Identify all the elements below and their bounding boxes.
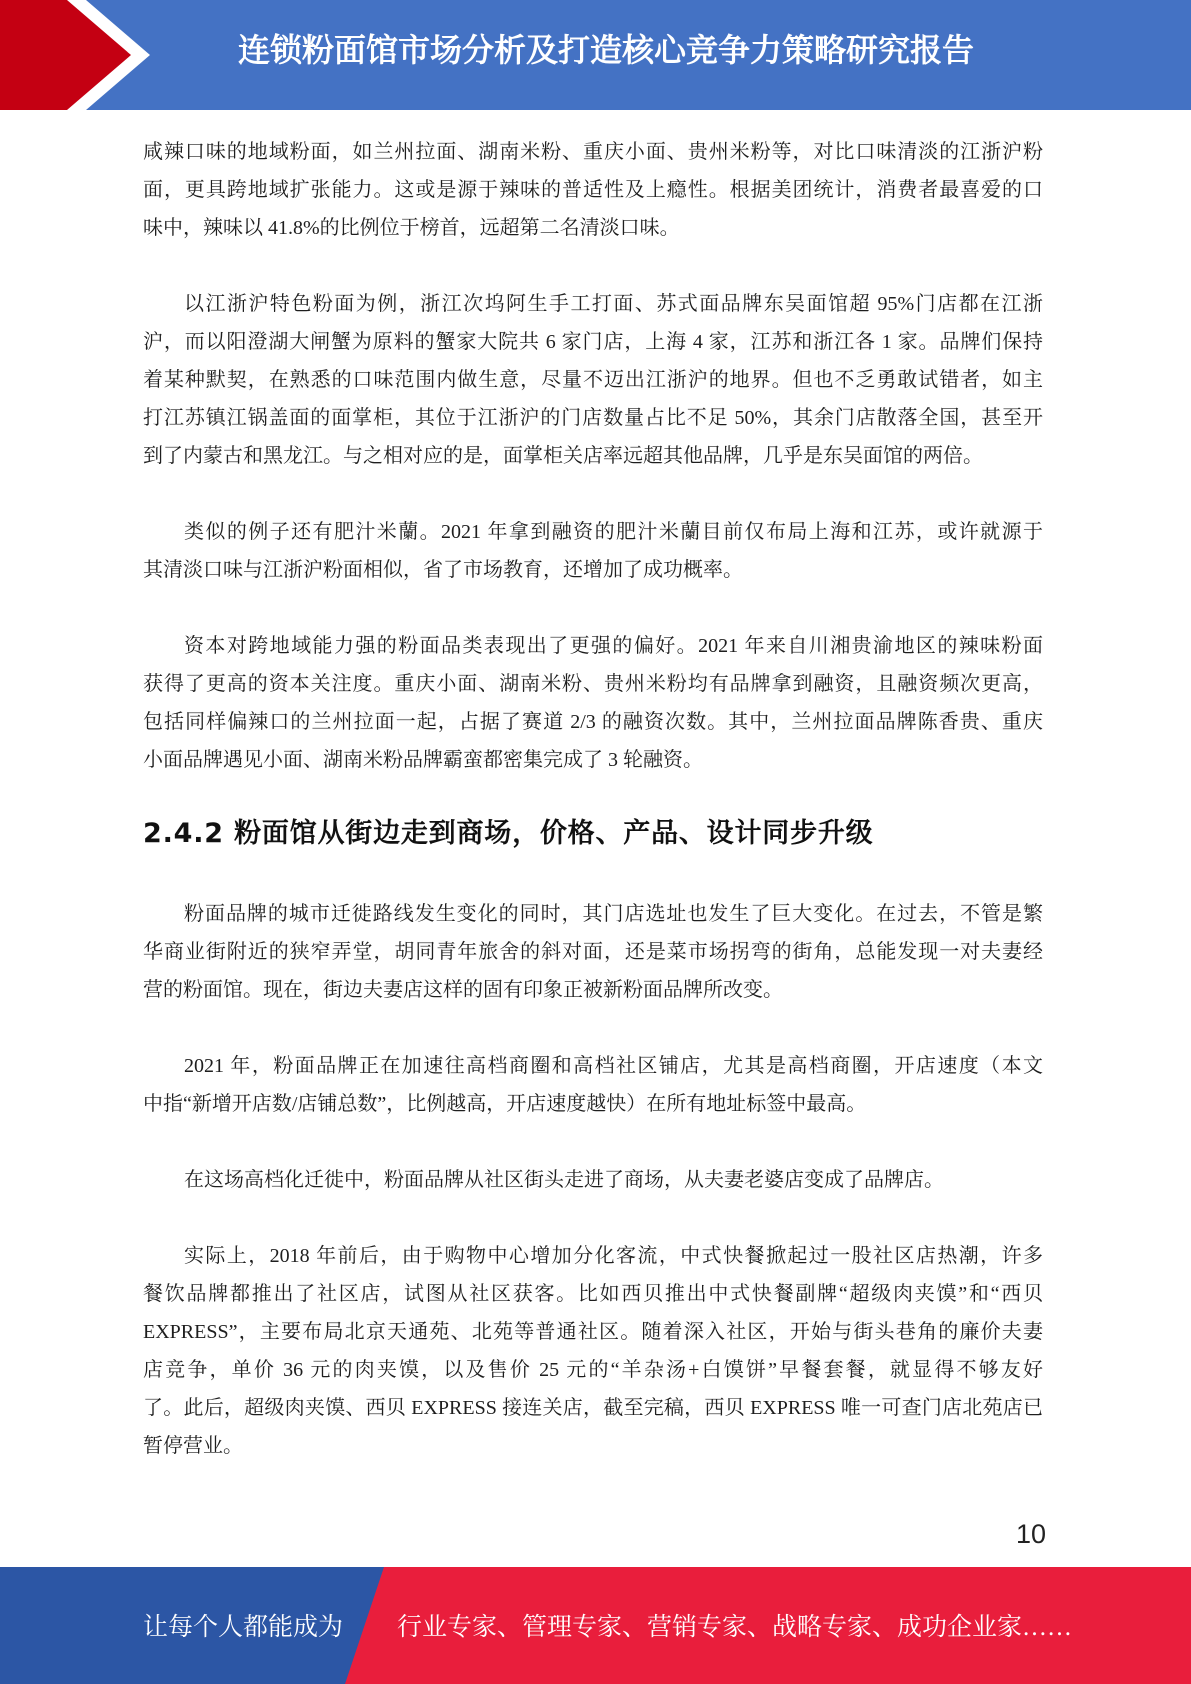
text-line: 其清淡口味与江浙沪粉面相似，省了市场教育，还增加了成功概率。 <box>143 559 743 581</box>
text-line: 咸辣口味的地域粉面，如兰州拉面、湖南米粉、重庆小面、贵州米粉等，对比口味清淡的江浙沪粉 <box>143 141 1043 163</box>
paragraph <box>143 895 1043 1009</box>
paragraph <box>143 133 1043 247</box>
page-header <box>0 0 1191 110</box>
paragraph <box>143 627 1043 779</box>
text-line: 华商业街附近的狭窄弄堂，胡同青年旅舍的斜对面，还是菜市场拐弯的街角，总能发现一对夫妻经 <box>143 941 1043 963</box>
text-line: 店竞争，单价 36 元的肉夹馍，以及售价 25 元的“羊杂汤+白馍饼”早餐套餐，就显得不够友好 <box>143 1359 1043 1381</box>
text-line: 餐饮品牌都推出了社区店，试图从社区获客。比如西贝推出中式快餐副牌“超级肉夹馍”和“西贝 <box>143 1283 1043 1305</box>
text-line: 类似的例子还有肥汁米蘭。2021 年拿到融资的肥汁米蘭目前仅布局上海和江苏，或许就源于 <box>184 521 1043 543</box>
page-footer <box>0 1567 1191 1684</box>
text-line: 资本对跨地域能力强的粉面品类表现出了更强的偏好。2021 年来自川湘贵渝地区的辣味粉面 <box>184 635 1043 657</box>
section-heading: 2.4.2 粉面馆从街边走到商场，价格、产品、设计同步升级 <box>143 818 874 849</box>
text-line: 打江苏镇江锅盖面的面掌柜，其位于江浙沪的门店数量占比不足 50%，其余门店散落全国，甚至开 <box>143 407 1043 429</box>
paragraph <box>143 1047 1043 1123</box>
page-number: 10 <box>1015 1519 1046 1549</box>
paragraph <box>143 1237 1043 1465</box>
paragraph <box>143 285 1043 475</box>
text-line: 暂停营业。 <box>143 1435 243 1457</box>
paragraph <box>143 513 1043 589</box>
text-line: 以江浙沪特色粉面为例，浙江次坞阿生手工打面、苏式面品牌东吴面馆超 95%门店都在江浙 <box>184 293 1043 315</box>
text-line: 着某种默契，在熟悉的口味范围内做生意，尽量不迈出江浙沪的地界。但也不乏勇敢试错者，如主 <box>143 369 1043 391</box>
text-line: 营的粉面馆。现在，街边夫妻店这样的固有印象正被新粉面品牌所改变。 <box>143 979 783 1001</box>
article-body <box>143 133 1043 1503</box>
text-line: 中指“新增开店数/店铺总数”，比例越高，开店速度越快）在所有地址标签中最高。 <box>143 1093 867 1115</box>
text-line: EXPRESS”，主要布局北京天通苑、北苑等普通社区。随着深入社区，开始与街头巷角的廉价夫妻 <box>143 1321 1043 1343</box>
text-line: 实际上，2018 年前后，由于购物中心增加分化客流，中式快餐掀起过一股社区店热潮，许多 <box>184 1245 1043 1267</box>
text-line: 了。此后，超级肉夹馍、西贝 EXPRESS 接连关店，截至完稿，西贝 EXPRESS 唯一可查门店北苑店已 <box>143 1397 1043 1419</box>
text-line: 包括同样偏辣口的兰州拉面一起，占据了赛道 2/3 的融资次数。其中，兰州拉面品牌陈香贵、重庆 <box>143 711 1043 733</box>
paragraph <box>143 1161 1043 1199</box>
text-line: 小面品牌遇见小面、湖南米粉品牌霸蛮都密集完成了 3 轮融资。 <box>143 749 703 771</box>
text-line: 沪，而以阳澄湖大闸蟹为原料的蟹家大院共 6 家门店，上海 4 家，江苏和浙江各 1 家。品牌们保持 <box>143 331 1043 353</box>
report-title: 连锁粉面馆市场分析及打造核心竞争力策略研究报告 <box>238 31 975 69</box>
footer-slogan-right: 行业专家、管理专家、营销专家、战略专家、成功企业家…… <box>397 1614 1073 1641</box>
footer-slogan-left: 让每个人都能成为 <box>143 1614 344 1641</box>
text-line: 粉面品牌的城市迁徙路线发生变化的同时，其门店选址也发生了巨大变化。在过去，不管是繁 <box>184 903 1043 925</box>
text-line: 在这场高档化迁徙中，粉面品牌从社区街头走进了商场，从夫妻老婆店变成了品牌店。 <box>184 1169 944 1191</box>
text-line: 2021 年，粉面品牌正在加速往高档商圈和高档社区铺店，尤其是高档商圈，开店速度（本文 <box>184 1055 1043 1077</box>
text-line: 味中，辣味以 41.8%的比例位于榜首，远超第二名清淡口味。 <box>143 217 680 239</box>
text-line: 面，更具跨地域扩张能力。这或是源于辣味的普适性及上瘾性。根据美团统计，消费者最喜爱的口 <box>143 179 1043 201</box>
text-line: 到了内蒙古和黑龙江。与之相对应的是，面掌柜关店率远超其他品牌，几乎是东吴面馆的两倍。 <box>143 445 983 467</box>
text-line: 获得了更高的资本关注度。重庆小面、湖南米粉、贵州米粉均有品牌拿到融资，且融资频次更高， <box>143 673 1043 695</box>
